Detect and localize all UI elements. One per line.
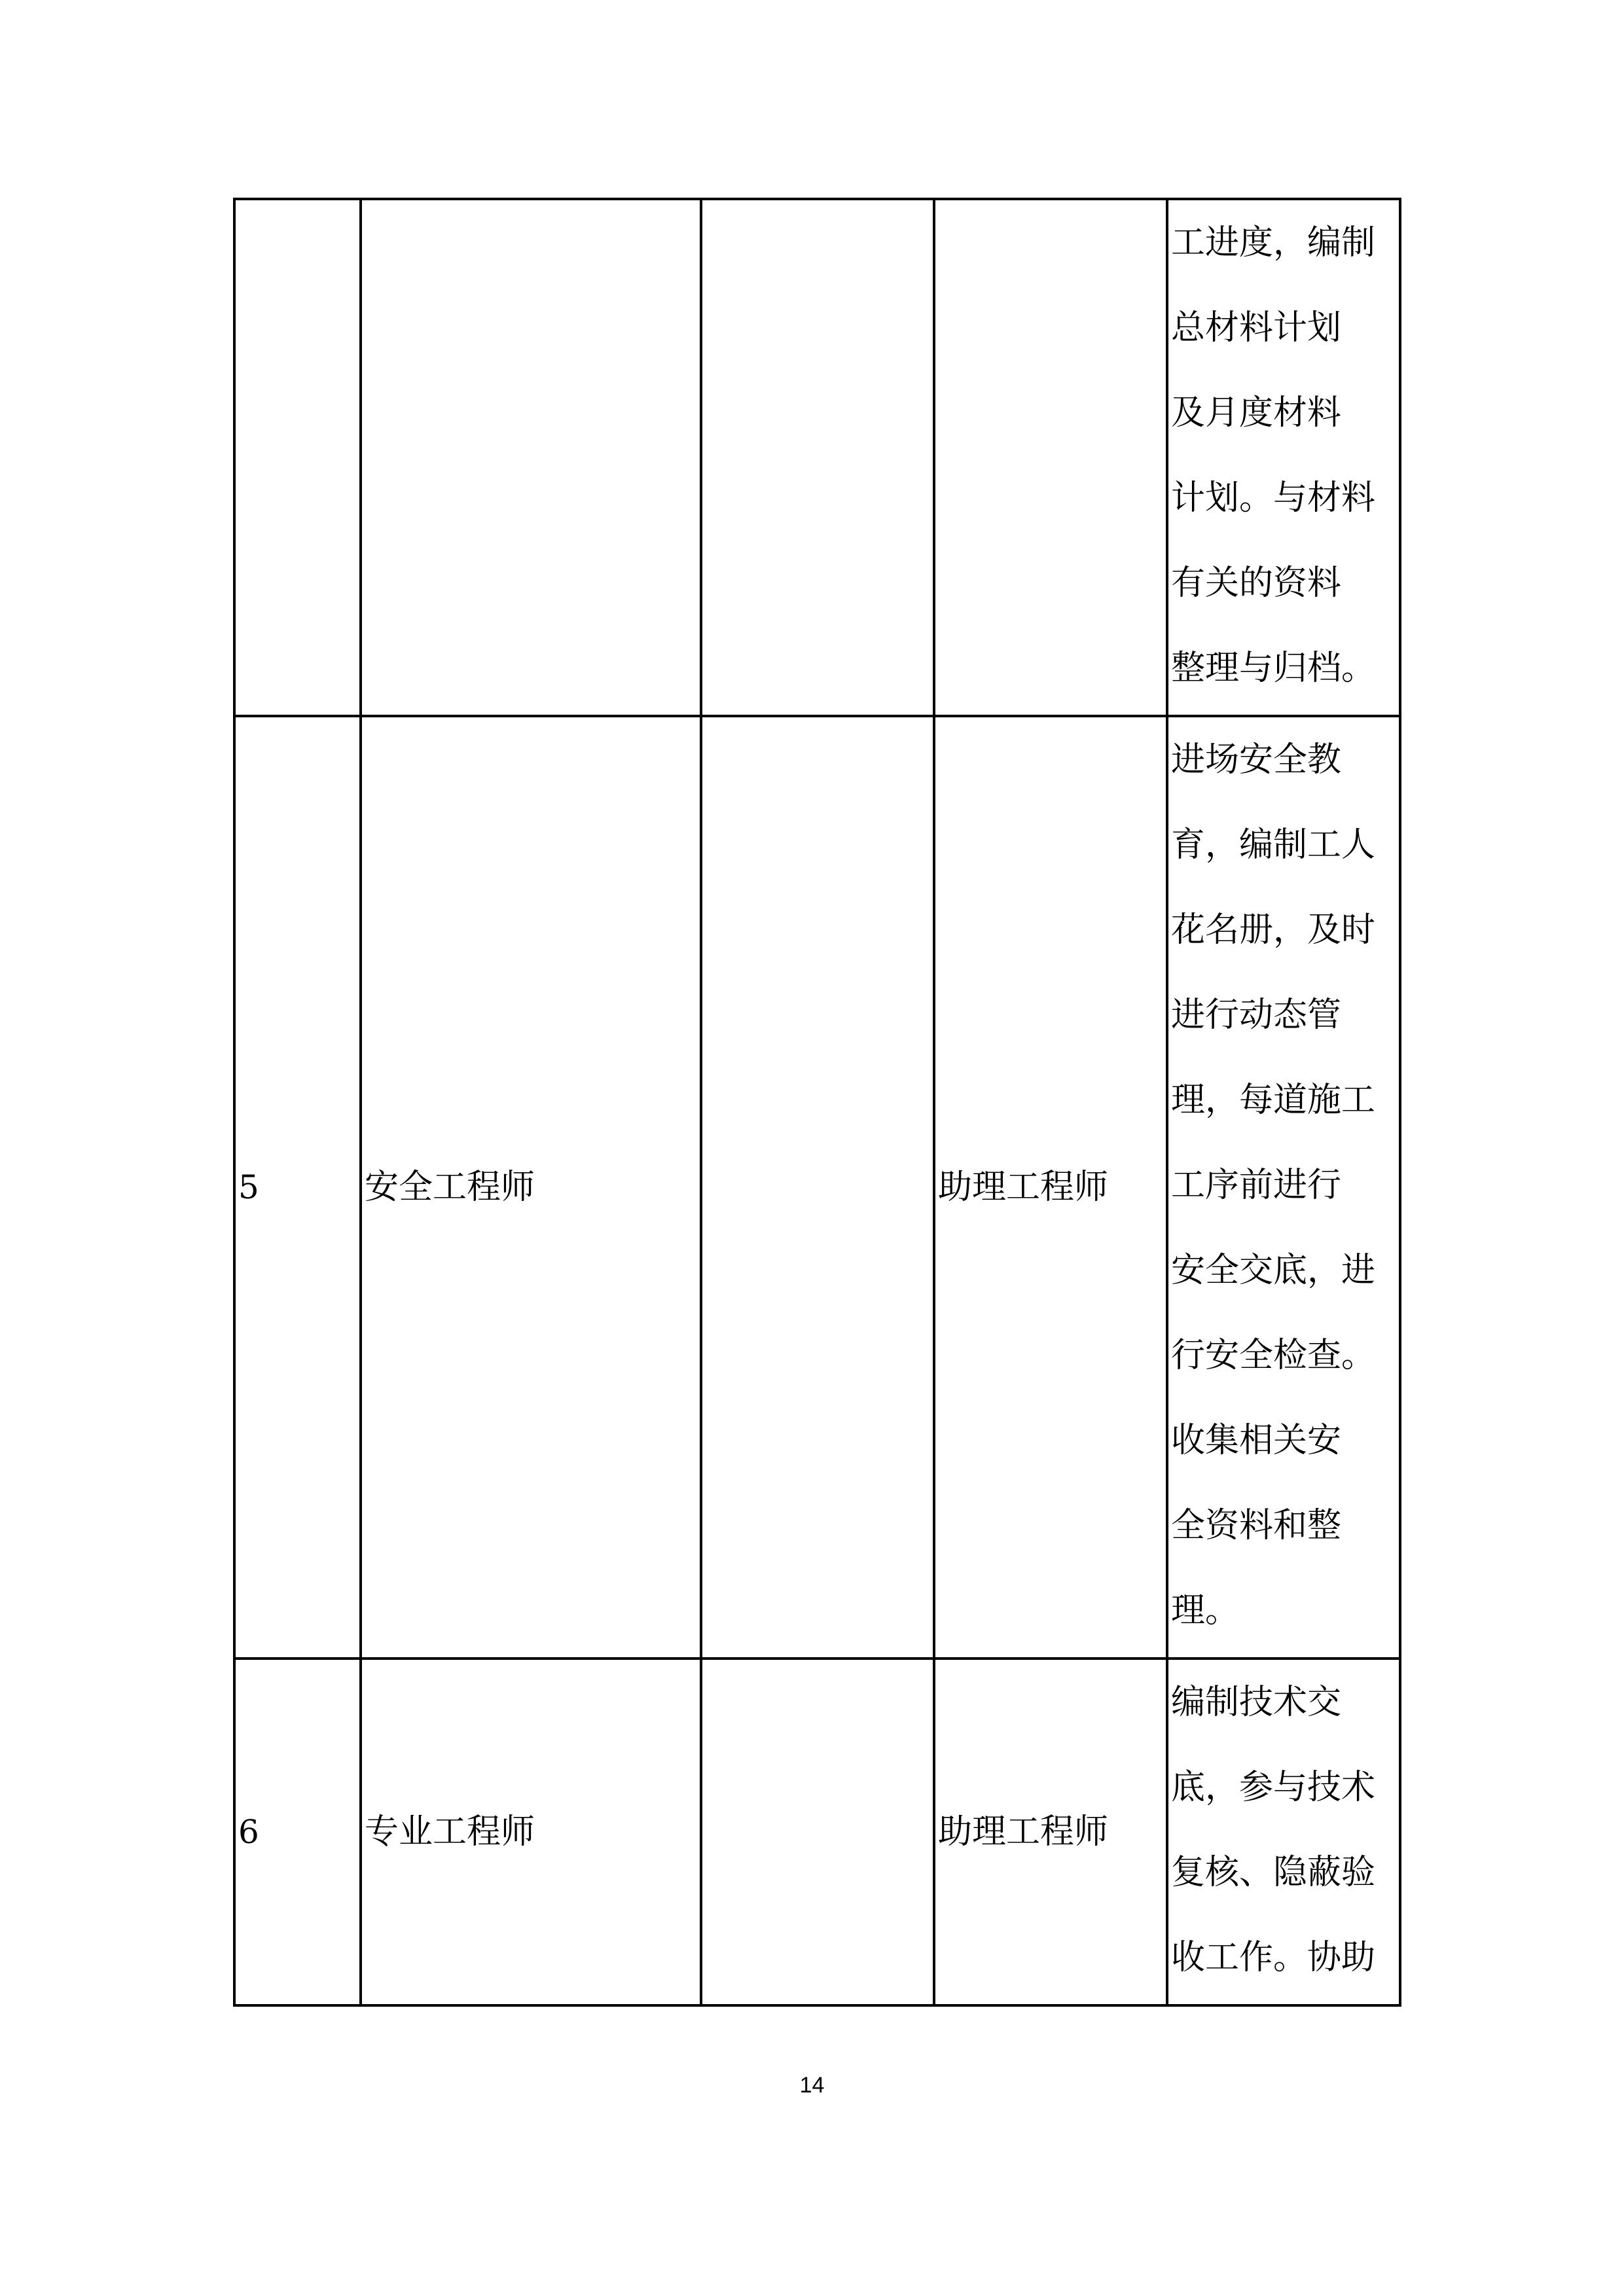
duty-line: 理，每道施工	[1171, 1081, 1376, 1120]
duty-line: 工序前进行	[1171, 1166, 1342, 1205]
row-number-cell: 6	[234, 1659, 361, 2005]
duty-line: 有关的资料	[1171, 564, 1342, 603]
qualification-cell	[701, 1659, 934, 2005]
title-cell	[934, 199, 1167, 716]
table-row	[234, 716, 1400, 1659]
title-cell: 助理工程师	[934, 1659, 1167, 2005]
duty-line: 收集相关安	[1171, 1421, 1342, 1460]
duty-line: 理。	[1171, 1591, 1240, 1630]
duty-line: 复核、隐蔽验	[1171, 1853, 1376, 1892]
table-row	[234, 1659, 1400, 2005]
duty-line: 花名册，及时	[1171, 910, 1376, 950]
table-row	[234, 199, 1400, 716]
duties-cell	[1167, 716, 1400, 1659]
position-cell: 专业工程师	[361, 1659, 701, 2005]
page-number: 14	[799, 2073, 825, 2098]
qualification-cell	[701, 716, 934, 1659]
duty-line: 进行动态管	[1171, 996, 1342, 1035]
duty-line: 编制技术交	[1171, 1683, 1342, 1722]
duty-line: 底，参与技术	[1171, 1768, 1376, 1807]
duties-cell	[1167, 199, 1400, 716]
duty-line: 安全交底，进	[1171, 1251, 1376, 1290]
duty-line: 进场安全教	[1171, 740, 1342, 780]
row-number-cell: 5	[234, 716, 361, 1659]
duty-line: 总材料计划	[1171, 308, 1342, 348]
qualification-cell	[701, 199, 934, 716]
duty-line: 及月度材料	[1171, 393, 1342, 433]
title-cell: 助理工程师	[934, 716, 1167, 1659]
duties-cell	[1167, 1659, 1400, 2005]
staff-duties-table	[233, 198, 1401, 2007]
duty-line: 收工作。协助	[1171, 1938, 1376, 1977]
duty-line: 计划。与材料	[1171, 478, 1376, 518]
position-cell	[361, 199, 701, 716]
duty-line: 育，编制工人	[1171, 825, 1376, 865]
duty-line: 行安全检查。	[1171, 1336, 1376, 1375]
duty-line: 工进度，编制	[1171, 223, 1376, 262]
duty-line: 全资料和整	[1171, 1506, 1342, 1545]
position-cell: 安全工程师	[361, 716, 701, 1659]
duty-line: 整理与归档。	[1171, 649, 1376, 688]
row-number-cell	[234, 199, 361, 716]
